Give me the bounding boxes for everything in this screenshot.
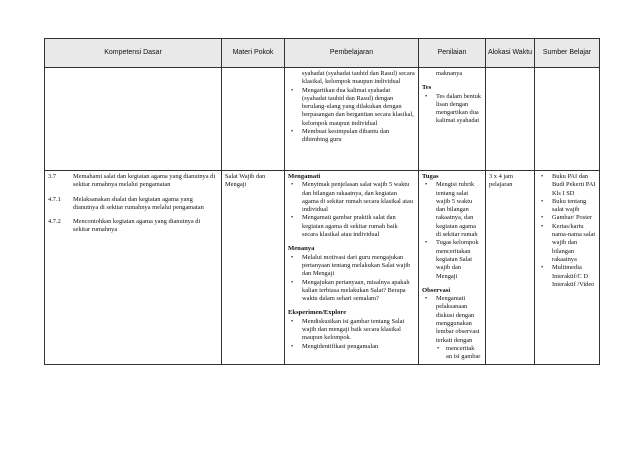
list-item: • Kertas/kartu nama-nama salat wajib dan bilangan rakaatnya	[541, 222, 596, 263]
list-item: • Menyimak penjelasan salat wajib 5 waktu dan bilangan rakaatnya, dan kegiatan agama di sekitar rumah secara klasikal atau individual	[291, 181, 414, 214]
cell-pembelajaran-cont	[285, 68, 419, 171]
cell-pembelajaran	[285, 171, 419, 365]
list-item: • Mengamati pelaksanaan diskusi dengan menggunakan lembar observasi terkait dengan • menceritak an isi gambar	[425, 295, 481, 361]
list-item: • Mendiskusikan isi gambar tentang Salat wajib dan mengaji baik secara klasikal maupun kelompok.	[291, 317, 405, 342]
bullet-icon: •	[541, 197, 544, 205]
list-item: • Membuat kesimpulan dibantu dan dibimbing guru	[291, 128, 390, 144]
list-item: • Multimedia Interaktif/C D Interaktif /Video	[541, 264, 595, 288]
document-page	[44, 38, 599, 365]
bullet-icon: •	[291, 342, 294, 350]
list-item: • menceritak an isi gambar	[437, 344, 481, 361]
list-item: • Mengisi rubrik tentang salat wajib 5 waktu dan bilangan rakaatnya, dan kegiatan agama di sekitar rumah	[425, 181, 478, 239]
eksperimen-heading: Eksperimen/Explore	[288, 309, 347, 317]
cell-kd-empty	[45, 68, 222, 171]
header-materi-pokok: Materi Pokok	[222, 39, 285, 68]
kd-number: 4.7.2	[48, 218, 61, 226]
cell-materi-pokok	[222, 171, 285, 365]
cell-sumber-belajar	[535, 171, 600, 365]
header-kompetensi-dasar: Kompetensi Dasar	[45, 39, 222, 68]
pembelajaran-continued-text: syahadat (syahadat tauhid dan Rasul) secara klasikal, kelompok maupun individual	[302, 70, 415, 86]
bullet-icon: •	[437, 344, 440, 352]
list-item: • Melalui motivasi dari guru mengajukan pertanyaan tentang melakukan Salat wajib dan Mengaji	[291, 253, 411, 278]
bullet-icon: •	[291, 278, 294, 286]
mengamati-list	[288, 181, 415, 239]
list-item: • Buku PAI dan Budi Pekerti PAI Kls I SD	[541, 173, 596, 197]
kd-text: Mencontohkan kegiatan agama yang dianutnya di sekitar rumahnya	[73, 218, 201, 234]
bullet-icon: •	[291, 214, 294, 222]
observasi-heading: Observasi	[422, 286, 451, 294]
bullet-icon: •	[291, 181, 294, 189]
kd-text: Memahami salat dan kegiatan agama yang dianutnya di sekitar rumahnya melalui pengamatan	[73, 173, 216, 189]
header-pembelajaran: Pembelajaran	[285, 39, 419, 68]
bullet-icon: •	[425, 92, 428, 100]
bullet-icon: •	[425, 181, 428, 189]
bullet-icon: •	[291, 317, 294, 325]
bullet-icon: •	[291, 128, 294, 136]
kd-item	[48, 218, 218, 235]
cell-sumber-empty	[535, 68, 600, 171]
list-item: • Mengajukan pertanyaan, misalnya apakah kalian terbiasa melakukan Salat? Berapa waktu dalam sehari semalam?	[291, 278, 410, 303]
mengamati-heading: Mengamati	[288, 173, 321, 180]
rpp-table	[44, 38, 600, 365]
list-item: • Gambar/ Poster	[541, 214, 592, 222]
table-row-kd-3-7	[45, 171, 600, 365]
tugas-list	[422, 181, 482, 281]
observasi-list	[422, 295, 482, 361]
bullet-icon: •	[425, 239, 428, 247]
menanya-list	[288, 254, 415, 304]
bullet-icon: •	[541, 264, 544, 272]
list-item: • Tugas kelompok menceritakan kegiatan Salat wajib dan Mengaji	[425, 239, 479, 280]
bullet-icon: •	[541, 214, 544, 222]
kd-item	[48, 173, 218, 190]
cell-penilaian-cont	[419, 68, 486, 171]
list-item: • Tes dalam bentuk lisan dengan mengartikan dua kalimat syahadat	[425, 92, 481, 125]
tugas-heading: Tugas	[422, 173, 439, 180]
list-item: • Mengamati gambar praktik salat dan kegiatan agama di sekitar rumah baik secara klasikal atau individual	[291, 214, 398, 239]
kd-text: Melaksanakan shalat dan kegiatan agama yang dianutnya di sekitar rumahnya melalui pengamatan	[73, 195, 204, 211]
kd-item	[48, 196, 218, 213]
bullet-icon: •	[541, 222, 544, 230]
sumber-list	[538, 173, 596, 289]
kd-number: 4.7.1	[48, 195, 61, 203]
list-item: • Mengidentifikasi pengamalan	[291, 342, 379, 350]
kd-number: 3.7	[48, 173, 56, 180]
header-alokasi-waktu: Alokasi Waktu	[486, 39, 535, 68]
header-penilaian: Penilaian	[419, 39, 486, 68]
observasi-sublist	[436, 345, 482, 362]
bullet-icon: •	[291, 86, 294, 94]
bullet-icon: •	[541, 173, 544, 180]
bullet-icon: •	[291, 253, 294, 261]
list-item: • Mengartikan dua kalimat syahadat (syahadat tauhid dan Rasul) dengan berulang-ulang yang dilakukan dengan berpasangan dan bergantian secara klasikal, kelompok maupun individual	[291, 86, 414, 127]
pembelajaran-list	[288, 87, 415, 145]
cell-kompetensi-dasar	[45, 171, 222, 365]
cell-alokasi-waktu	[486, 171, 535, 365]
list-item: • Buku tentang salat wajib	[541, 197, 587, 214]
penilaian-tes-list	[422, 93, 482, 126]
cell-penilaian	[419, 171, 486, 365]
table-row-continued	[45, 68, 600, 171]
eksperimen-list	[288, 318, 415, 351]
materi-text: Salat Wajib dan Mengaji	[225, 173, 266, 189]
alokasi-text: 3 x 4 jam pelajaran	[489, 173, 513, 189]
penilaian-tes-heading: Tes	[422, 84, 432, 92]
header-sumber-belajar: Sumber Belajar	[535, 39, 600, 68]
cell-alokasi-empty	[486, 68, 535, 171]
bullet-icon: •	[425, 295, 428, 303]
cell-materi-empty	[222, 68, 285, 171]
penilaian-continued-text: maknanya	[436, 70, 463, 77]
menanya-heading: Menanya	[288, 245, 315, 253]
header-row	[45, 39, 600, 68]
